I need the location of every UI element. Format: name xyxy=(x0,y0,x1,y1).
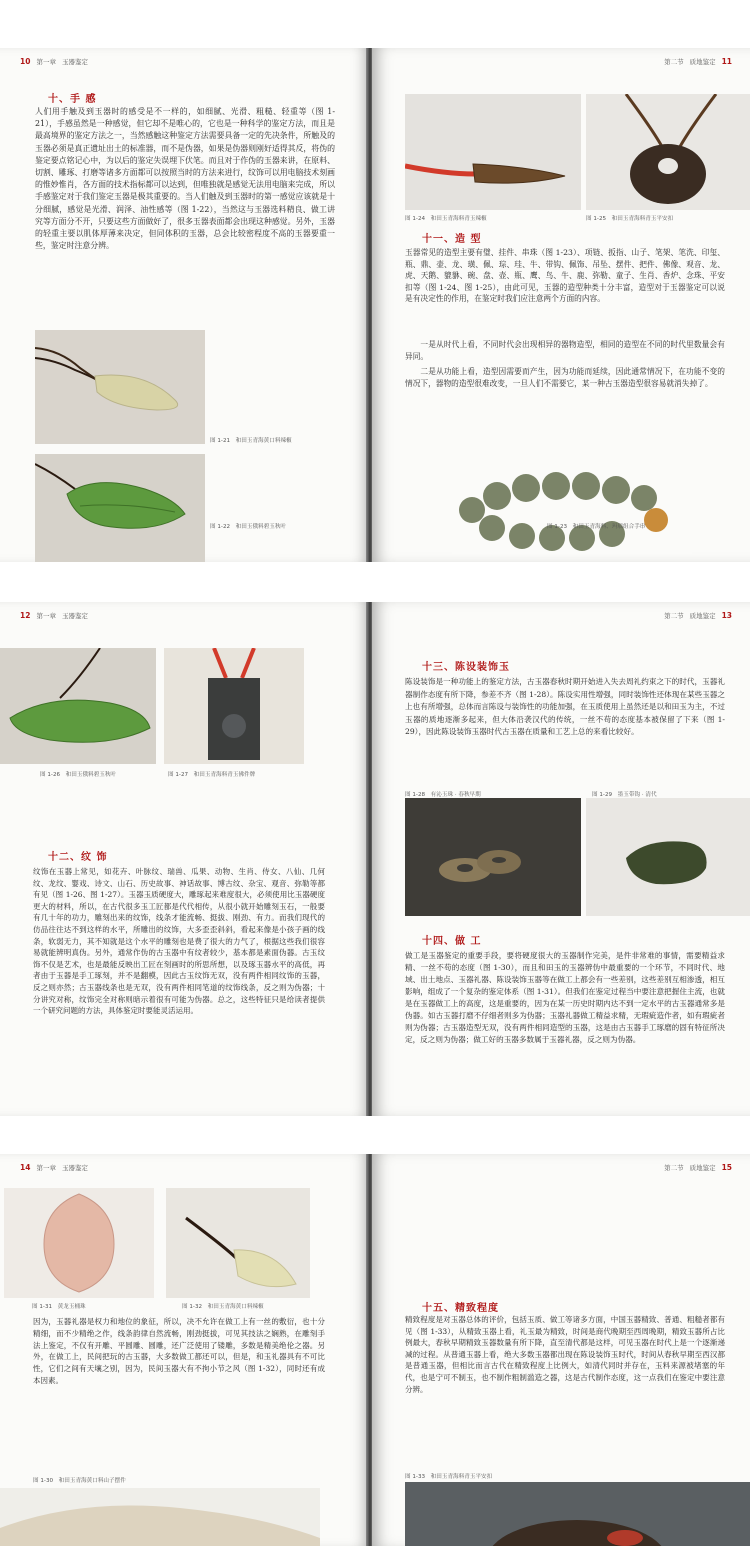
page-12 xyxy=(0,602,368,1116)
page-number: 10 xyxy=(20,56,31,66)
section-body-touch: 人们用手触及到玉器时的感受是不一样的，如细腻、光滑、粗糙、轻重等（图 1-21），手感虽然是一种感觉，但它却不是唯心的，它也是一种科学的鉴定方法，而且是最高境界的鉴定方法之一，当然感触这种鉴定方法需要具备一定的先决条件，所触及的玉器必须是真正遗址出土的标准器，而不是伪器，如果是伪器则刚好适得其反，将伪的鉴定要点铭记心中，为以后的鉴定失误埋下伏笔。而且对于作伪的玉器来讲，在原料、切割、雕琢、打磨等诸多方面都可以按照当时的方法来进行，纹饰可以用电脑技术刻画的惟妙惟肖，各方面的技术指标都可以达到，但唯独就是感觉无法用电脑来完成，所以手感鉴定对于我们鉴定玉器是极其重要的。当人们触及到玉器时的第一感觉应该就是十分细腻，感觉是光滑、润泽、油性感等（图 1-22），当然这与玉器选料精良、做工讲究等方面分不开，只要这些方面做好了，很多玉器表面都会出现这种感觉。另外，玉器的轻重主要以肌体厚薄来决定，但同体积的玉器，总会比较密程度不高的玉器要重一些，鉴定时注意分辨。 xyxy=(35,107,335,251)
photo-fig25 xyxy=(586,94,750,210)
page-header xyxy=(664,608,732,622)
photo-fig23 xyxy=(452,462,692,554)
section-body-shape-2: 一是从时代上看，不同时代会出现相异的器物造型，相同的造型在不同的时代里数量会有异同。 xyxy=(405,340,725,361)
section-title-craft: 十四、做 工 xyxy=(422,936,482,947)
section-header-title: 质地鉴定 xyxy=(689,1163,716,1172)
section-body-shape-1: 玉器常见的造型主要有璧、挂件、串珠（图 1-23）、项链、扳指、山子、笔架、笔洗、印玺、瓶、鼎、壶、龙、璜、佩、琮、珪、牛、带钩、佩饰、吊坠、摆件、把件、佛像、观音、龙、虎、天鹅、貔貅、碗、盘、壶、瓶、鹰、鸟、牛、鹿、弥勒、童子、生肖、香炉、念珠、平安扣等（图 1-24、图 1-25），由此可见，玉器的造型种类十分丰富，造型对于玉器鉴定可以说是有决定性的作用，在鉴定时我们应注意两个方面的内容。 xyxy=(405,248,725,304)
caption-fig27: 图 1-27 和田玉青海料青玉佛件牌 xyxy=(168,772,256,778)
photo-fig26 xyxy=(0,648,156,764)
page-14 xyxy=(0,1154,368,1546)
caption-fig30: 图 1-30 和田玉青海黄口料山子摆件 xyxy=(33,1478,126,1484)
page-number: 14 xyxy=(20,1162,31,1172)
chapter-label: 第一章 xyxy=(36,57,56,66)
body-text-craft-continued: 因为，玉器礼器是权力和地位的象征，所以，决不允许在做工上有一丝的敷衍，也十分精细，而不少精绝之作，线条韵律自然流畅，刚劲挺拔，可见其技法之娴熟，在雕刻手法上鉴定，不仅有开雕、平圆雕、圆雕，还广泛使用了镂雕，多数是精美绝伦之器。另外，在做工上，民间把玩的古玉器，大多数做工都还可以，但是，和玉礼器具有不可比性，它们之间有天壤之别，因为，民间玉器大有不拘小节之风（图 1-32），同时还有成本因素。 xyxy=(33,1317,325,1385)
photo-fig28 xyxy=(405,798,581,916)
page-number: 15 xyxy=(721,1162,732,1172)
chapter-label: 第一章 xyxy=(36,1163,56,1172)
caption-fig22: 图 1-22 和田玉俄料碧玉秋叶 xyxy=(210,524,287,530)
chapter-title: 玉器鉴定 xyxy=(61,57,88,66)
page-header xyxy=(664,1160,732,1174)
page-header xyxy=(20,608,88,622)
section-body-pattern: 纹饰在玉器上常见，如花卉、叶脉纹、瑞兽、瓜果、动物、生肖、侍女、八仙、几何纹、龙纹、婴戏、诗文、山石、历史故事、神话故事、博古纹、杂宝、观音、弥勒等都有见（图 1-26、图 1-27）。玉器玉质硬度大，雕琢起来难度很大，必须使用比玉器硬度更大的材料，所以，在古代很多玉工匠都是代代相传，从很小就开始雕刻玉石，一般要有几十年的功力，雕刻出来的纹饰，线条才能流畅、挺拔、刚劲、有力。而我们现代的仿品往往达不到这样的水平，所雕出的纹饰，大多歪歪斜斜，看起来像是小孩子画的线条，软弱无力，其不知就是这个水平的雕刻也是费了很大的力气了，根据这些我们很容易就能辨明真伪。另外，通常作伪的古玉器中有纹者较少，基本都是素面伪器。古玉纹饰不仅是艺术，也是最能反映出工匠在刻画时的所思所想，以及琢玉器水平的高低，再者由于玉器是手工琢刻，并不是翻模，因此古玉纹饰无双，没有两件相同纹饰的玉器，反之则亦然；古玉器线条也是无双，没有两件相同笔道的纹饰线条，反之则为伪器；十分讲究对称，纹饰完全对称则暗示着很有可能为伪器。总之，这些特征只是给读者提供一个研究问题的方法，具体鉴定时要能灵活运用。 xyxy=(33,867,325,1016)
caption-fig33: 图 1-33 和田玉青海料青玉平安扣 xyxy=(405,1474,493,1480)
page-13 xyxy=(372,602,750,1116)
photo-fig31 xyxy=(4,1188,154,1298)
caption-fig29: 图 1-29 墨玉带钩 · 清代 xyxy=(592,792,657,798)
caption-fig23: 图 1-23 和田玉青海料、玛瑙组合手串 xyxy=(547,524,646,530)
caption-fig26: 图 1-26 和田玉俄料碧玉秋叶 xyxy=(40,772,117,778)
page-header xyxy=(20,54,88,68)
section-label: 第二节 xyxy=(664,57,684,66)
page-number: 11 xyxy=(721,56,732,66)
page-header xyxy=(664,54,732,68)
page-11 xyxy=(372,48,750,562)
photo-fig32 xyxy=(166,1188,310,1298)
page-number: 12 xyxy=(20,610,31,620)
section-title-shape: 十一、造 型 xyxy=(422,234,482,245)
photo-fig30 xyxy=(0,1488,320,1546)
section-body-craft: 做工是玉器鉴定的重要手段，要将硬度很大的玉器制作完美，是件非常难的事情，需要精益求精、一丝不苟的态度（图 1-30），而且和田玉的玉器辨伪中最重要的一个环节，不同时代、地域、出土地点、玉器礼器、陈设装饰玉器等在做工上都会有一些差别，这些差别互相渗透，相互影响，组成了一个复杂的鉴定体系（图 1-31）。但我们在鉴定过程当中要注意把握住主流，也就是在玉器做工上的高度，这是重要的，因为在某一历史时期内达不到一定水平的古玉器通常多是伪器。如古玉器打磨不仔细者则多为伪器；玉器礼器做工精益求精，无瑕疵造作者，如有瑕疵者则为伪器；古玉器造型无双，没有两件相同造型的玉器，这是由古玉器手工琢磨的固有特征所决定，反之则为伪器；做工好的玉器多数属于玉器礼器，反之则为伪器。 xyxy=(405,951,725,1044)
book-spread-1 xyxy=(0,48,750,562)
photo-fig21 xyxy=(35,330,205,444)
book-spread-2 xyxy=(0,602,750,1116)
chapter-title: 玉器鉴定 xyxy=(61,611,88,620)
photo-fig22 xyxy=(35,454,205,562)
caption-fig28: 图 1-28 有沁玉珠 · 春秋早期 xyxy=(405,792,481,798)
photo-fig29 xyxy=(586,798,750,916)
chapter-title: 玉器鉴定 xyxy=(61,1163,88,1172)
photo-fig33 xyxy=(405,1482,750,1546)
section-label: 第二节 xyxy=(664,611,684,620)
page-number: 13 xyxy=(721,610,732,620)
section-title-fine: 十五、精致程度 xyxy=(422,1303,499,1314)
section-header-title: 质地鉴定 xyxy=(689,57,716,66)
chapter-label: 第一章 xyxy=(36,611,56,620)
caption-fig21: 图 1-21 和田玉青海黄口料辣椒 xyxy=(210,438,292,444)
caption-fig32: 图 1-32 和田玉青海黄口料辣椒 xyxy=(182,1304,264,1310)
section-title-display: 十三、陈设装饰玉 xyxy=(422,662,510,673)
section-title-touch: 十、手 感 xyxy=(48,94,97,105)
photo-fig27 xyxy=(164,648,304,764)
caption-fig25: 图 1-25 和田玉青海料青玉平安扣 xyxy=(586,216,674,222)
section-label: 第二节 xyxy=(664,1163,684,1172)
page-15 xyxy=(372,1154,750,1546)
page-header xyxy=(20,1160,88,1174)
caption-fig24: 图 1-24 和田玉青海料青玉辣椒 xyxy=(405,216,487,222)
page-10 xyxy=(0,48,368,562)
caption-fig31: 图 1-31 黄龙玉桶珠 xyxy=(32,1304,86,1310)
section-title-pattern: 十二、纹 饰 xyxy=(48,852,108,863)
section-body-fine: 精致程度是对玉器总体的评价，包括玉质、做工等诸多方面，中国玉器精致、普通、粗糙者都有见（图 1-33），从精致玉器上看，礼玉最为精致，时间是商代晚期至西周晚期，精致玉器所占比例最大，春秋早期精致玉器数量有所下降，直至清代都是这样，可见玉器在时代上是一个逐渐递减的过程。从普通玉器上看，绝大多数玉器都出现在陈设装饰玉时代，时间从春秋早期至西汉都是普通玉器，但相比而言古代在精致程度上比例大，如清代同时并存在，玉料来源被堵塞的年代，也是宁可不制玉，也不制作粗制滥造之器，这是古代制作态度，这一点我们在鉴定中要注意分辨。 xyxy=(405,1315,725,1394)
section-header-title: 质地鉴定 xyxy=(689,611,716,620)
book-spread-3 xyxy=(0,1154,750,1546)
section-body-shape-3: 二是从功能上看，造型因需要而产生，因为功能而延续，因此通常情况下，在功能不变的情况下，器物的造型很难改变，一旦人们不需要它，某一种古玉器造型很容易就消失掉了。 xyxy=(405,367,725,388)
section-body-display: 陈设装饰是一种功能上的鉴定方法，古玉器春秋时期开始进入失去周礼约束之下的时代，玉器礼器制作态度有所下降，参差不齐（图 1-28）。陈设实用性增强，同时装饰性还体现在某些玉器之上也有所增强，总体而言陈设与装饰性的功能加强，在玉质使用上虽然还是以和田玉为主，不过玉器的质地逐渐多起来，但大体沿袭汉代的传统，一丝不苟的态度基本被保留了下来（图 1-29），因此陈设装饰玉器时代古玉器在质量和工艺上总的来看比较好。 xyxy=(405,677,725,736)
photo-fig24 xyxy=(405,94,581,210)
